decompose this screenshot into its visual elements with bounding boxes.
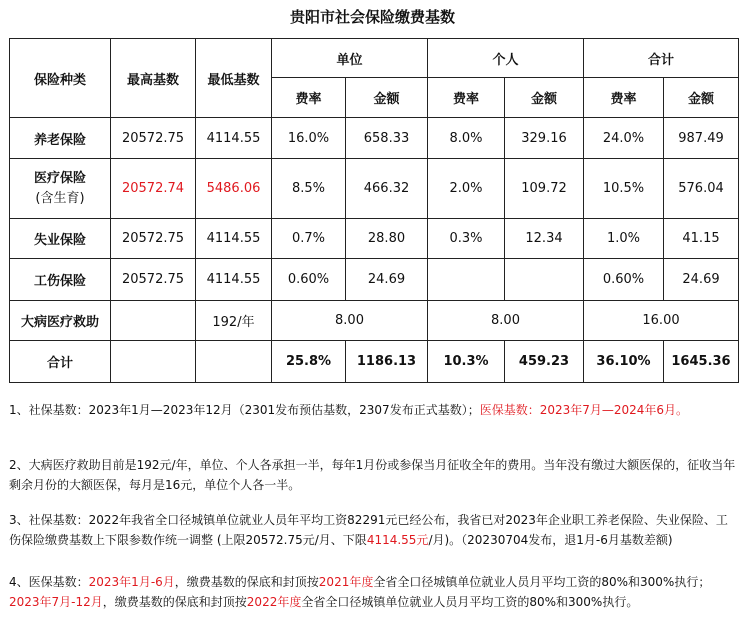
- note-4-text-3: ，缴费基数的保底和封顶按: [102, 595, 247, 609]
- table-row: [10, 159, 739, 219]
- note-4-year-1: 2021年度: [318, 575, 374, 589]
- personal-amount-cell: 329.16: [505, 118, 584, 159]
- total-rate-cell: 1.0%: [584, 219, 664, 259]
- note-2: 2、大病医疗救助目前是192元/年，单位、个人各承担一半，每年1月份或参保当月征收全年的费用。当年没有缴过大额医保的，征收当年剩余月份的大额医保，每月是16元，单位个人各一半。: [9, 458, 736, 492]
- note-1: [9, 400, 737, 420]
- row-label: 工伤保险: [10, 259, 111, 301]
- max-base-cell: [111, 341, 196, 383]
- header-unit-rate: 费率: [272, 78, 346, 118]
- header-personal-rate: 费率: [428, 78, 505, 118]
- note-3-tail: /月)。（20230704发布，退1月-6月基数差额): [428, 533, 673, 547]
- header-row-1: [10, 39, 739, 78]
- total-amount-cell: 41.15: [664, 219, 739, 259]
- min-base-cell: [196, 341, 272, 383]
- unit-amount-cell: 28.80: [346, 219, 428, 259]
- max-base-cell: 20572.75: [111, 219, 196, 259]
- total-rate-cell: 10.5%: [584, 159, 664, 219]
- personal-rate-cell: 0.3%: [428, 219, 505, 259]
- note-4-text-1: ，缴费基数的保底和封顶按: [174, 575, 319, 589]
- note-4-text-2: 全省全口径城镇单位就业人员月平均工资的80%和300%执行；: [373, 575, 711, 589]
- header-unit-amount: 金额: [346, 78, 428, 118]
- total-amount-cell: 1645.36: [664, 341, 739, 383]
- total-amount-cell: 576.04: [664, 159, 739, 219]
- note-4-lead: 4、医保基数：: [9, 575, 89, 589]
- unit-amount-cell: 466.32: [346, 159, 428, 219]
- min-base-cell: 192/年: [196, 301, 272, 341]
- total-row: [10, 341, 739, 383]
- total-amount-cell: 987.49: [664, 118, 739, 159]
- min-base-cell: 5486.06: [196, 159, 272, 219]
- min-base-cell: 4114.55: [196, 259, 272, 301]
- max-base-cell: [111, 301, 196, 341]
- row-label: [10, 159, 111, 219]
- total-amount-cell: 24.69: [664, 259, 739, 301]
- header-max-base: 最高基数: [111, 39, 196, 118]
- total-rate-cell: 24.0%: [584, 118, 664, 159]
- row-label: 大病医疗救助: [10, 301, 111, 341]
- table-row: [10, 259, 739, 301]
- total-amount-cell: 16.00: [584, 301, 739, 341]
- note-4-text-4: 全省全口径城镇单位就业人员月平均工资的80%和300%执行。: [301, 595, 639, 609]
- note-4-period-2: 2023年7月-12月: [9, 595, 103, 609]
- min-base-cell: 4114.55: [196, 219, 272, 259]
- max-base-cell: 20572.75: [111, 118, 196, 159]
- unit-amount-cell: 658.33: [346, 118, 428, 159]
- personal-amount-cell: 12.34: [505, 219, 584, 259]
- header-personal: 个人: [428, 39, 584, 78]
- note-3: [9, 510, 737, 550]
- personal-amount-cell: 109.72: [505, 159, 584, 219]
- unit-rate-cell: 0.60%: [272, 259, 346, 301]
- header-unit: 单位: [272, 39, 428, 78]
- row-label-sub: (含生育): [35, 190, 85, 206]
- page-title: 贵阳市社会保险缴费基数: [289, 8, 455, 26]
- unit-rate-cell: 25.8%: [272, 341, 346, 383]
- note-3-highlight: 4114.55元: [366, 533, 429, 547]
- unit-amount-cell: 8.00: [272, 301, 428, 341]
- header-personal-amount: 金额: [505, 78, 584, 118]
- row-label-main: 医疗保险: [33, 170, 86, 186]
- header-min-base: 最低基数: [196, 39, 272, 118]
- note-3-text: 3、社保基数：2022年我省全口径城镇单位就业人员年平均工资82291元已经公布，我省已对2023年企业职工养老保险、失业保险、工伤保险缴费基数上下限参数作统一调整 (上限20572.75元/月、下限: [9, 513, 728, 547]
- header-type: 保险种类: [10, 39, 111, 118]
- header-total-amount: 金额: [664, 78, 739, 118]
- personal-rate-cell: 8.0%: [428, 118, 505, 159]
- note-1-text: 1、社保基数：2023年1月—2023年12月（2301发布预估基数，2307发布正式基数）；: [9, 403, 480, 417]
- note-4: [9, 572, 737, 612]
- table-row: [10, 118, 739, 159]
- unit-rate-cell: 16.0%: [272, 118, 346, 159]
- max-base-cell: 20572.75: [111, 259, 196, 301]
- note-1-highlight: 医保基数：2023年7月—2024年6月。: [479, 403, 689, 417]
- unit-amount-cell: 1186.13: [346, 341, 428, 383]
- row-label: 失业保险: [10, 219, 111, 259]
- header-total: 合计: [584, 39, 739, 78]
- total-rate-cell: 36.10%: [584, 341, 664, 383]
- unit-amount-cell: 24.69: [346, 259, 428, 301]
- unit-rate-cell: 0.7%: [272, 219, 346, 259]
- note-4-period-1: 2023年1月-6月: [88, 575, 175, 589]
- header-total-rate: 费率: [584, 78, 664, 118]
- row-label: 养老保险: [10, 118, 111, 159]
- personal-rate-cell: 10.3%: [428, 341, 505, 383]
- personal-rate-cell: 2.0%: [428, 159, 505, 219]
- contribution-table: [9, 38, 739, 383]
- total-rate-cell: 0.60%: [584, 259, 664, 301]
- personal-amount-cell: [505, 259, 584, 301]
- table-row: [10, 301, 739, 341]
- row-label: 合计: [10, 341, 111, 383]
- min-base-cell: 4114.55: [196, 118, 272, 159]
- max-base-cell: 20572.74: [111, 159, 196, 219]
- unit-rate-cell: 8.5%: [272, 159, 346, 219]
- personal-amount-cell: 8.00: [428, 301, 584, 341]
- personal-rate-cell: [428, 259, 505, 301]
- table-row: [10, 219, 739, 259]
- note-4-year-2: 2022年度: [246, 595, 302, 609]
- personal-amount-cell: 459.23: [505, 341, 584, 383]
